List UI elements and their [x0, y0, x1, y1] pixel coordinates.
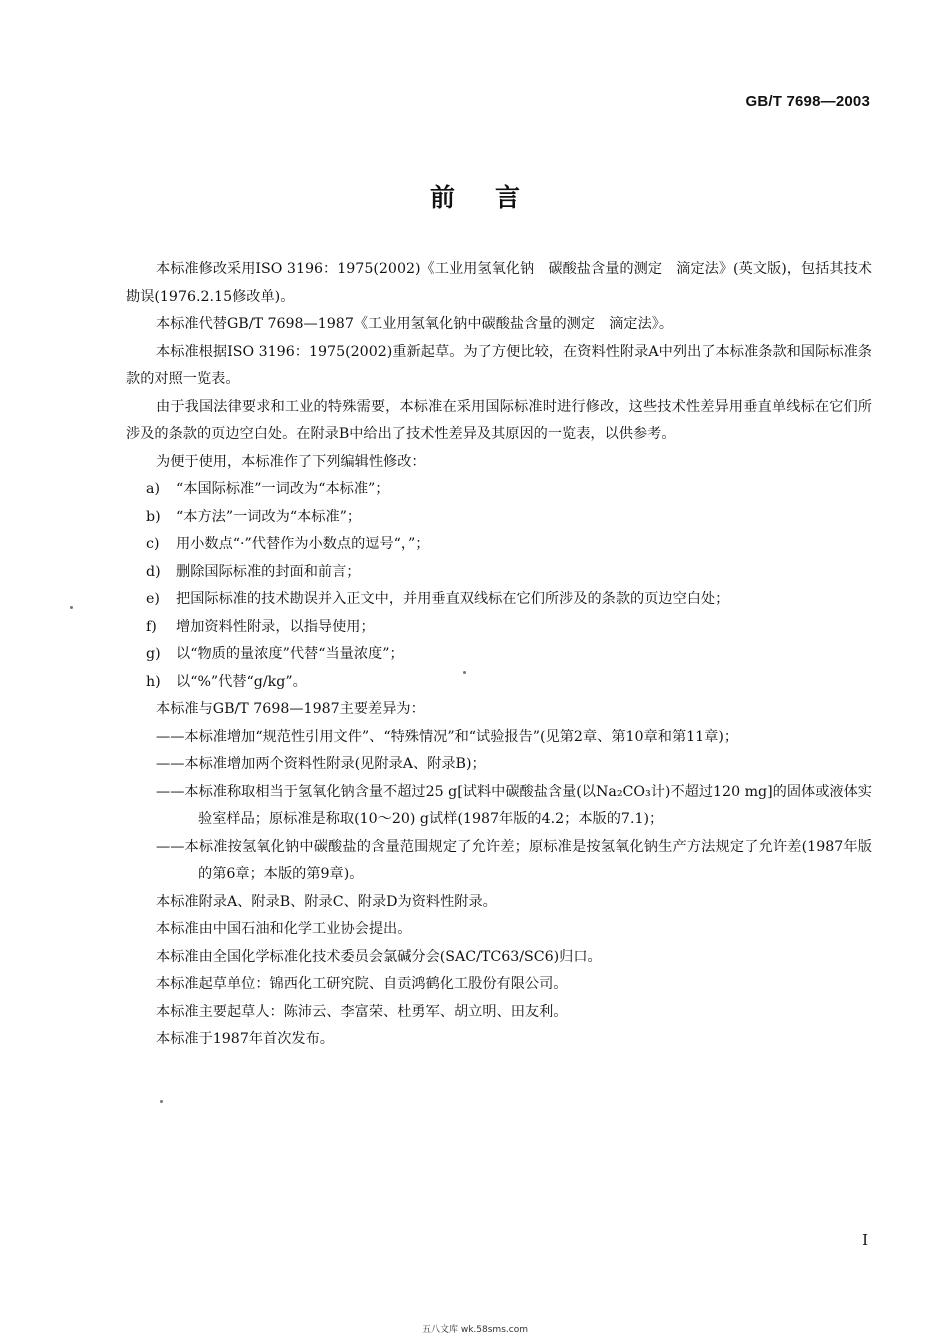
list-item: [126, 614, 872, 642]
list-text: 以“物质的量浓度”代替“当量浓度”；: [176, 646, 404, 662]
list-item: [126, 586, 872, 614]
document-body: [126, 256, 872, 1054]
list-item: [126, 504, 872, 532]
page-title: 前言: [429, 183, 560, 212]
list-item: [126, 531, 872, 559]
standard-code: GB/T 7698—2003: [745, 93, 870, 110]
list-text: 删除国际标准的封面和前言；: [176, 563, 361, 580]
list-marker: f): [146, 618, 157, 635]
difference-item: ——本标准增加两个资料性附录(见附录A、附录B)；: [156, 756, 486, 772]
list-item: [126, 559, 872, 587]
list-item: [126, 641, 872, 669]
list-marker: g): [146, 646, 161, 662]
paragraph-redraft: 本标准根据ISO 3196：1975(2002)重新起草。为了方便比较，在资料性附录A中列出了本标准条款和国际标准条款的对照一览表。: [126, 343, 872, 387]
differences-list: [126, 724, 872, 889]
scan-speck: [70, 606, 73, 609]
list-item: [126, 669, 872, 697]
list-text: 增加资料性附录，以指导使用；: [176, 618, 375, 635]
list-text: “本国际标准”一词改为“本标准”；: [176, 481, 390, 497]
paragraph-modifications: 由于我国法律要求和工业的特殊需要，本标准在采用国际标准时进行修改，这些技术性差异用垂直单线标在它们所涉及的条款的页边空白处。在附录B中给出了技术性差异及其原因的一览表，以供参考。: [126, 398, 872, 442]
list-marker: d): [146, 563, 161, 580]
editorial-list: [126, 476, 872, 696]
list-marker: a): [146, 481, 160, 497]
difference-item: ——本标准称取相当于氢氧化钠含量不超过25 g[试料中碳酸盐含量(以Na₂CO₃计)不超过120 mg]的固体或液体实验室样品；原标准是称取(10～20) g试样(1987年版的4.2；本版的7.1)；: [156, 783, 872, 827]
paragraph-replaces: 本标准代替GB/T 7698—1987《工业用氢氧化钠中碳酸盐含量的测定 滴定法》。: [156, 316, 674, 332]
list-item: [126, 476, 872, 504]
paragraph-first-published: 本标准于1987年首次发布。: [156, 1031, 334, 1047]
page-number: I: [862, 1231, 868, 1249]
paragraph-editorial-intro: 为便于使用，本标准作了下列编辑性修改：: [156, 453, 426, 470]
paragraph-adoption: 本标准修改采用ISO 3196：1975(2002)《工业用氢氧化钠 碳酸盐含量的测定 滴定法》(英文版)，包括其技术勘误(1976.2.15修改单)。: [126, 261, 872, 305]
paragraph-drafters: 本标准主要起草人：陈沛云、李富荣、杜勇军、胡立明、田友利。: [156, 1003, 568, 1020]
footer-watermark: 五八文库 wk.58sms.com: [422, 1325, 528, 1335]
list-text: “本方法”一词改为“本标准”；: [176, 508, 362, 525]
list-marker: e): [146, 591, 160, 607]
list-marker: b): [146, 508, 161, 525]
scan-speck: [160, 1100, 163, 1103]
paragraph-annexes: 本标准附录A、附录B、附录C、附录D为资料性附录。: [156, 893, 497, 910]
list-text: 以“%”代替“g/kg”。: [176, 673, 307, 690]
list-text: 把国际标准的技术勘误并入正文中，并用垂直双线标在它们所涉及的条款的页边空白处；: [176, 591, 730, 607]
list-marker: h): [146, 673, 161, 690]
paragraph-proposed-by: 本标准由中国石油和化学工业协会提出。: [156, 921, 412, 937]
scan-speck: [463, 671, 466, 674]
paragraph-differences-intro: 本标准与GB/T 7698—1987主要差异为：: [156, 701, 425, 717]
difference-item: ——本标准增加“规范性引用文件”、“特殊情况”和“试验报告”(见第2章、第10章和第11章)；: [156, 728, 739, 745]
list-marker: c): [146, 536, 160, 552]
paragraph-drafting-units: 本标准起草单位：锦西化工研究院、自贡鸿鹤化工股份有限公司。: [156, 976, 568, 992]
paragraph-centralized-by: 本标准由全国化学标准化技术委员会氯碱分会(SAC/TC63/SC6)归口。: [156, 948, 602, 965]
list-text: 用小数点“·”代替作为小数点的逗号“，”；: [176, 536, 430, 552]
difference-item: ——本标准按氢氧化钠中碳酸盐的含量范围规定了允许差；原标准是按氢氧化钠生产方法规定了允许差(1987年版的第6章；本版的第9章)。: [156, 838, 872, 882]
